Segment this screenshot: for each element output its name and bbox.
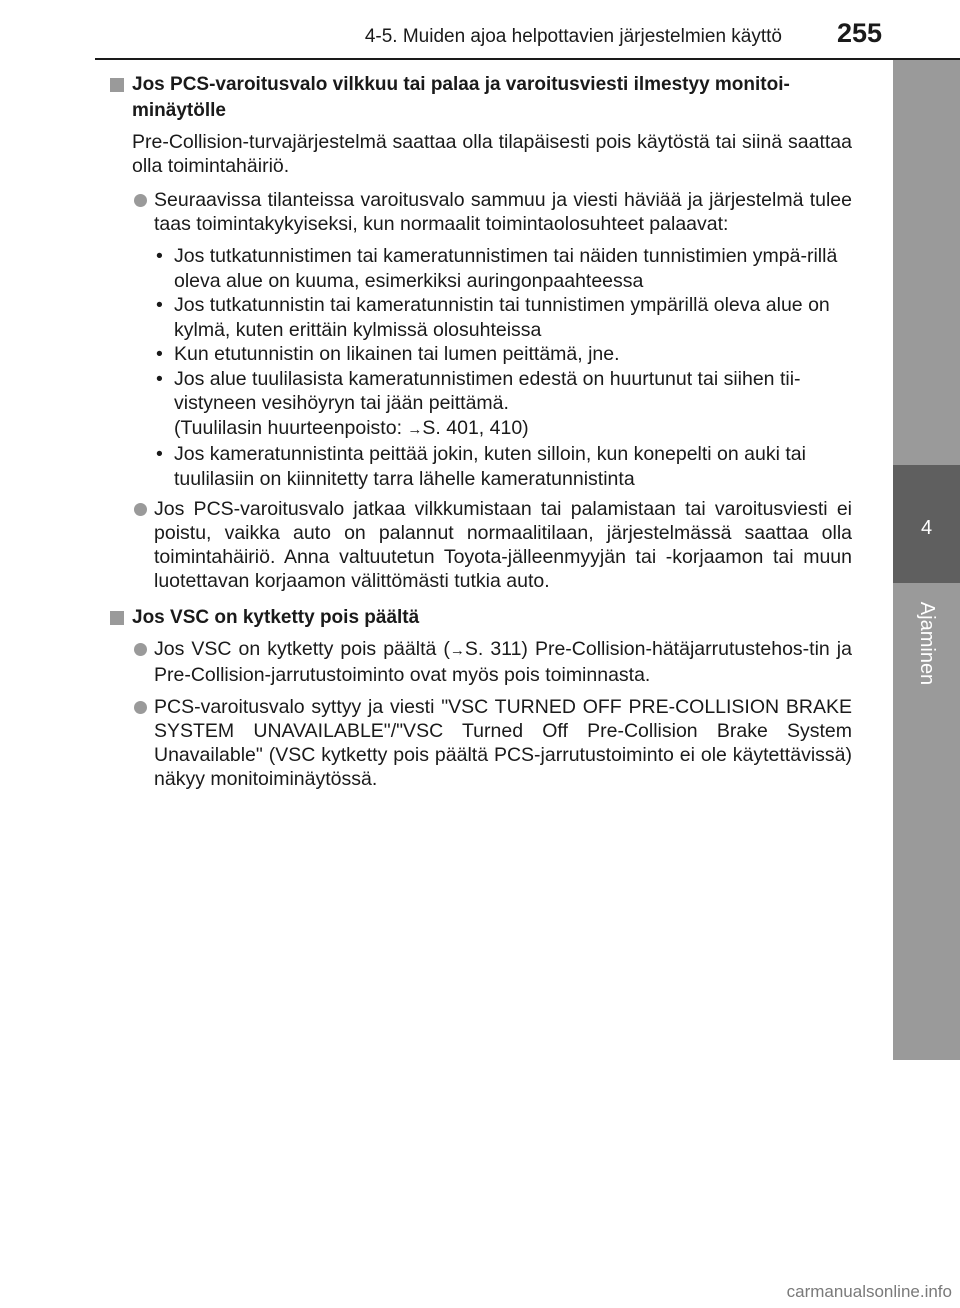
section-heading-text: Jos PCS-varoitusvalo vilkkuu tai palaa ja varoitusviesti ilmestyy monitoi-minäytölle [132, 74, 790, 121]
main-content [110, 72, 852, 799]
round-bullet-icon [134, 701, 147, 714]
sub-list-item-text: Jos tutkatunnistimen tai kameratunnistimen tai näiden tunnistimien ympä-rillä oleva alue on kuuma, esimerkiksi auringonpaahteessa [174, 245, 838, 292]
sub-list-item [154, 244, 852, 293]
condition-list [110, 244, 852, 491]
defrost-note [174, 417, 529, 439]
page-header [0, 0, 960, 60]
arrow-right-icon: → [449, 642, 465, 659]
sub-list-item-text: Jos tutkatunnistin tai kameratunnistin tai tunnistimen ympärillä oleva alue on kylmä, kuten erittäin kylmissä olosuhteissa [174, 294, 830, 341]
round-bullet-icon [134, 503, 147, 516]
bullet-glyph: • [156, 443, 163, 465]
list-item-text [154, 638, 852, 686]
list-item-text: PCS-varoitusvalo syttyy ja viesti "VSC TURNED OFF PRE-COLLISION BRAKE SYSTEM UNAVAILABLE"/"VSC Turned Off Pre-Collision Brake System Unavailable" (VSC kytketty pois päältä PCS-jarrutustoiminto ei ole käytettävissä) näkyy monitoiminäytössä. [154, 696, 852, 790]
sub-list-item-text: Jos kameratunnistinta peittää jokin, kuten silloin, kun konepelti on auki tai tuulilasiin on kiinnitetty tarra lähelle kameratunnistinta [174, 443, 806, 490]
section-title: 4-5. Muiden ajoa helpottavien järjestelmien käyttö [364, 26, 782, 47]
square-bullet-icon [110, 611, 124, 625]
list-item-text: Jos PCS-varoitusvalo jatkaa vilkkumistaan tai palamistaan tai varoitusviesti ei poistu, vaikka auto on palannut normaalitilaan, järjestelmässä saattaa olla toimintahäiriö. Anna valtuutetun Toyota-jälleenmyyjän tai -korjaamon tai muun luotettavan korjaamon välittömästi tutkia auto. [154, 498, 852, 592]
header-rule [95, 58, 960, 60]
section-intro: Pre-Collision-turvajärjestelmä saattaa olla tilapäisesti pois käytöstä tai siinä saattaa olla toimintahäiriö. [132, 131, 852, 177]
list-item [110, 497, 852, 593]
page-reference-link[interactable]: S. 311) [464, 638, 528, 660]
bullet-glyph: • [156, 245, 163, 267]
list-item [110, 637, 852, 687]
bullet-glyph: • [156, 294, 163, 316]
sub-list-item [154, 442, 852, 491]
sub-list-item [154, 367, 852, 443]
section-heading-text: Jos VSC on kytketty pois päältä [132, 607, 420, 628]
sub-list-item-text: Kun etutunnistin on likainen tai lumen peittämä, jne. [174, 343, 620, 365]
chapter-label: Ajaminen [916, 601, 939, 685]
sub-list-item [154, 293, 852, 342]
defrost-note-prefix: (Tuulilasin huurteenpoisto: [174, 416, 408, 439]
section-heading-vsc [110, 605, 852, 631]
chapter-number: 4 [920, 517, 933, 539]
list-item-text-start: Jos VSC on kytketty pois päältä ( [154, 638, 450, 660]
list-item-text-end: Pre-Collision-hätäjarrutustehos-tin ja Pre-Collision-jarrutustoiminto ovat myös pois toiminnasta. [154, 638, 852, 686]
sub-list-item [154, 342, 852, 367]
round-bullet-icon [134, 643, 147, 656]
watermark: carmanualsonline.info [786, 1282, 952, 1301]
arrow-right-icon: → [407, 420, 423, 438]
list-item-text: Seuraavissa tilanteissa varoitusvalo sammuu ja viesti häviää ja järjestelmä tulee taas toimintakykyiseksi, kun normaalit toimintaolosuhteet palaavat: [154, 189, 852, 235]
bullet-glyph: • [156, 367, 163, 390]
list-item [110, 695, 852, 791]
square-bullet-icon [110, 78, 124, 92]
bullet-glyph: • [156, 343, 163, 365]
chapter-label-box [893, 583, 960, 703]
round-bullet-icon [134, 194, 147, 207]
page-number: 255 [836, 18, 882, 48]
section-heading-pcs [110, 72, 852, 124]
list-item [110, 188, 852, 236]
page-reference-link[interactable]: S. 401, 410) [422, 416, 529, 439]
sub-list-item-text: Jos alue tuulilasista kameratunnistimen edestä on huurtunut tai siihen tii-vistyneen vesihöyryn tai jään peittämä. [174, 367, 801, 414]
chapter-tab [893, 465, 960, 583]
